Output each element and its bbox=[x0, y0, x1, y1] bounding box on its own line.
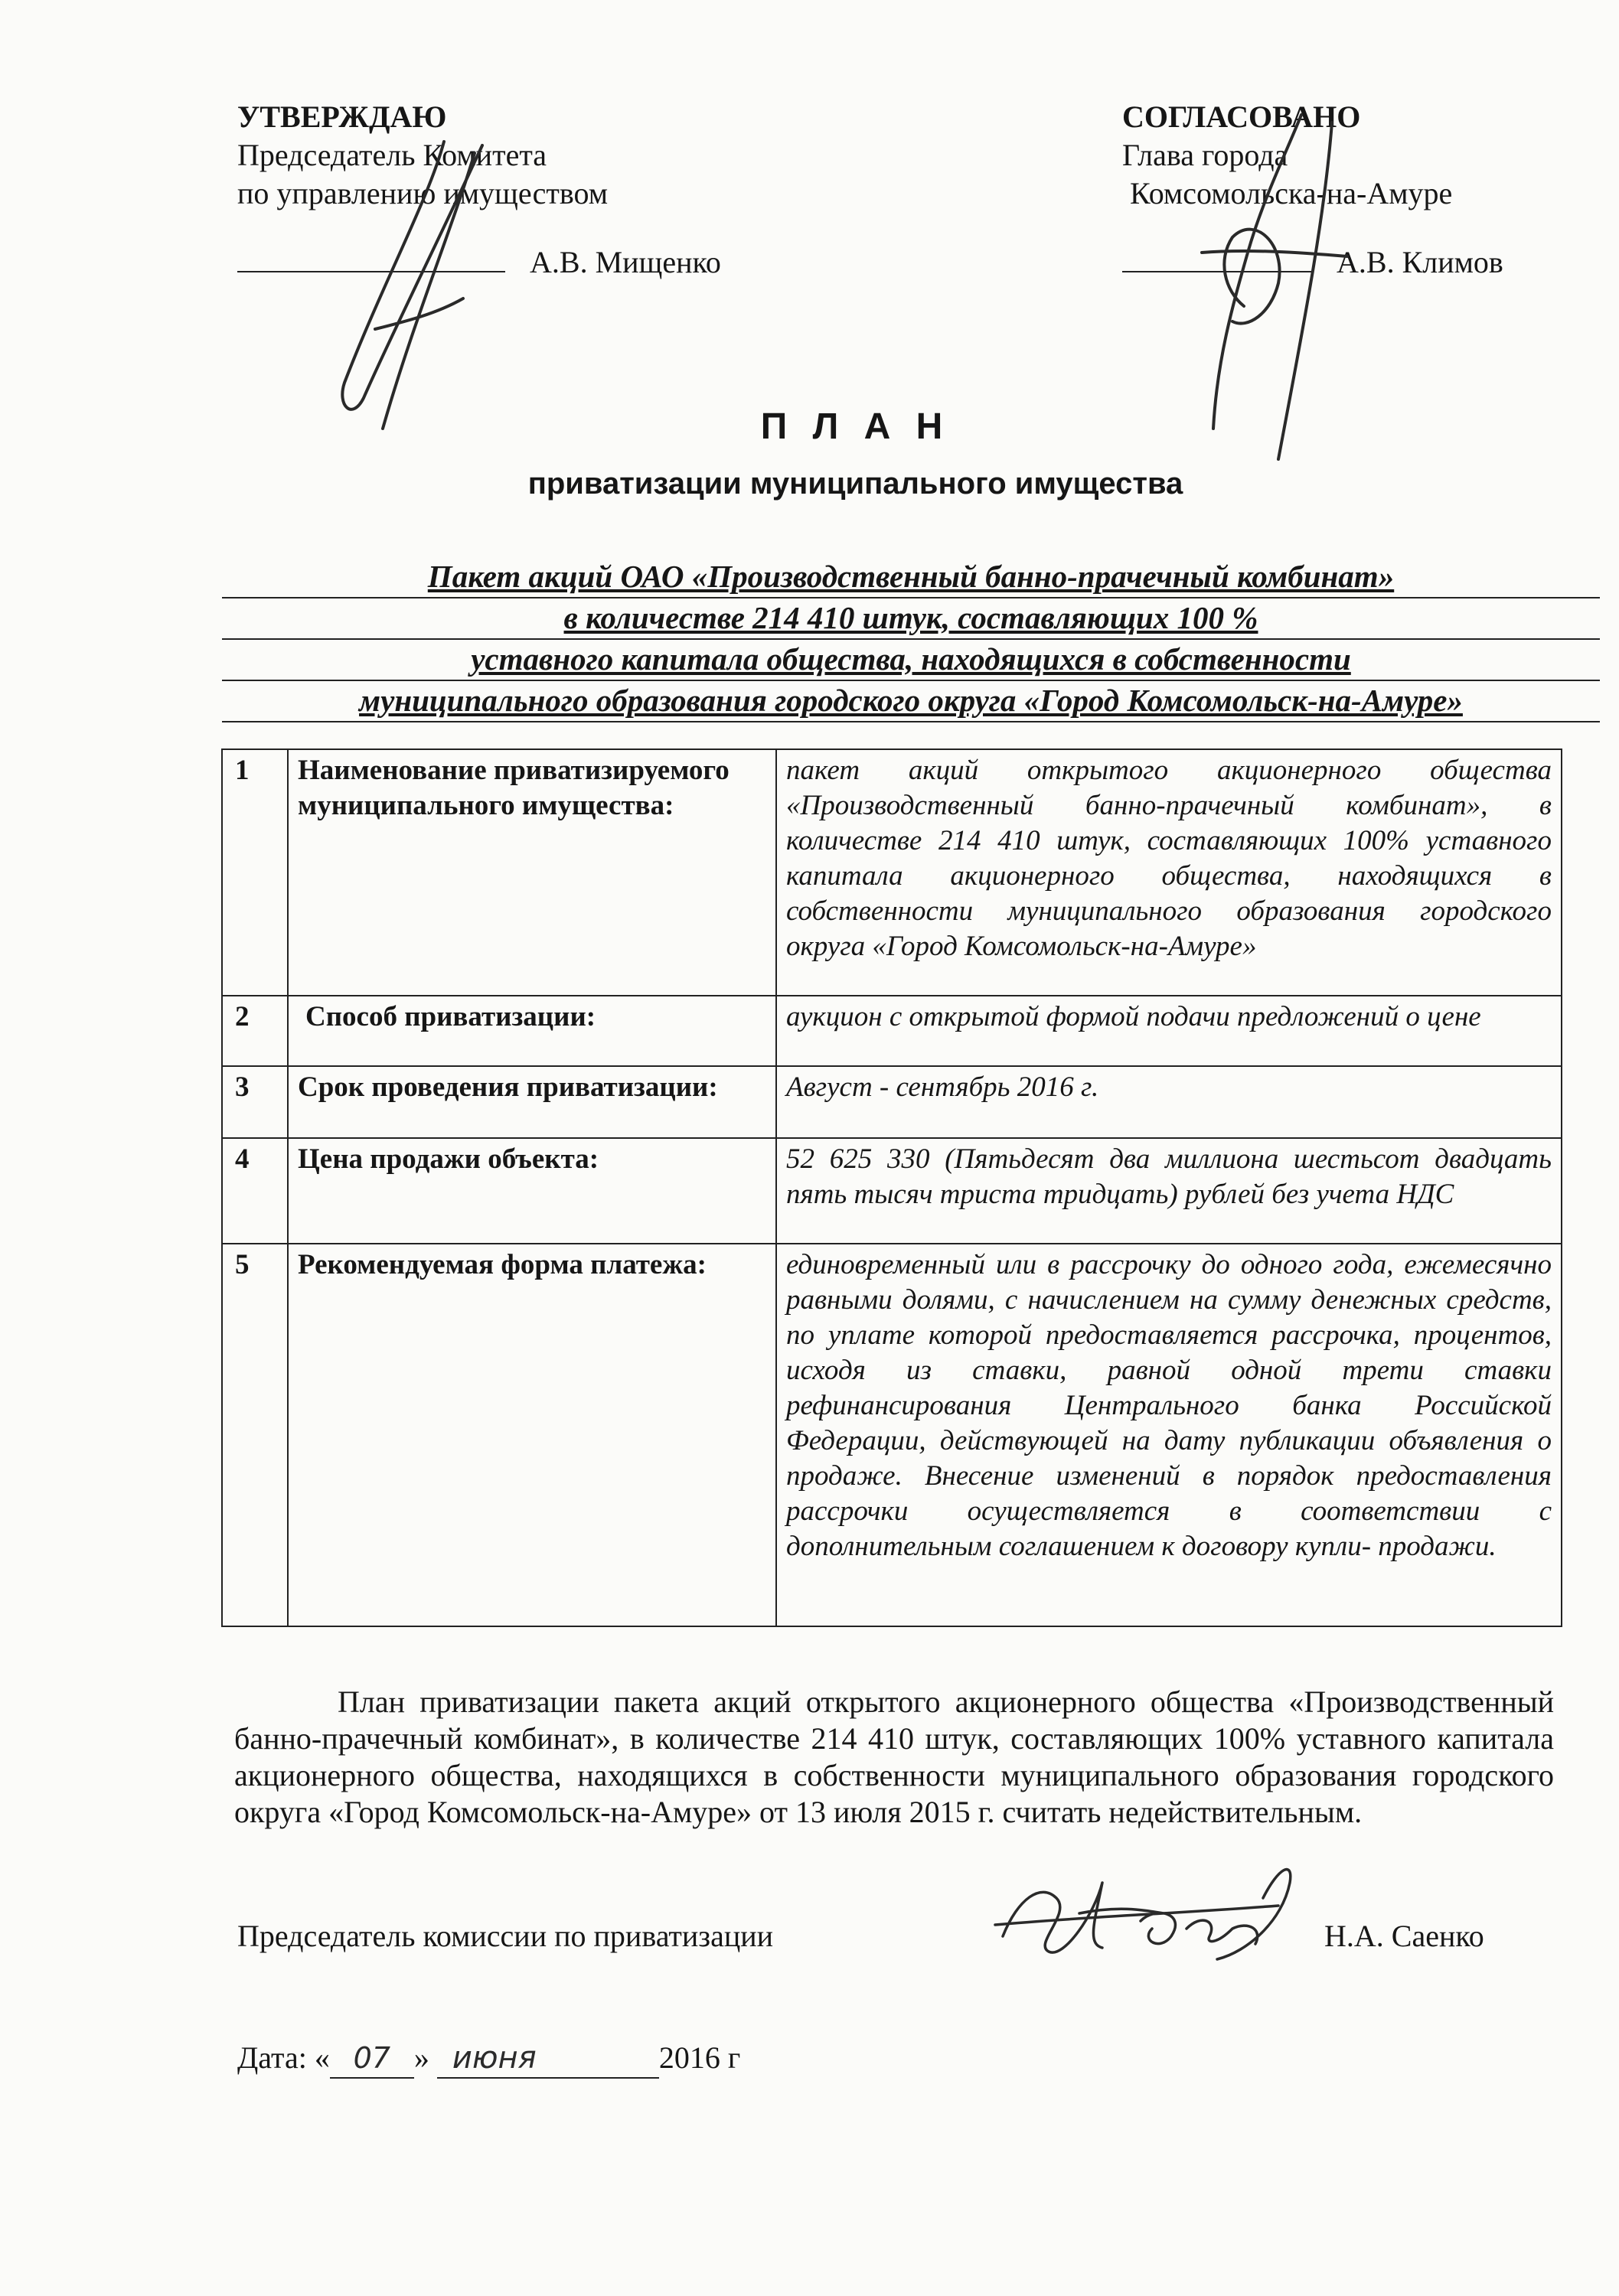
row-label: Срок проведения приватизации: bbox=[288, 1066, 776, 1138]
agree-position-line1: Глава города bbox=[1122, 138, 1288, 172]
row-number: 1 bbox=[222, 749, 288, 996]
approve-heading: УТВЕРЖДАЮ bbox=[237, 99, 447, 134]
table-row bbox=[222, 1138, 1562, 1244]
subject-line-1 bbox=[222, 556, 1600, 598]
date-year: 2016 г bbox=[658, 2040, 741, 2075]
plan-table bbox=[221, 748, 1562, 1627]
agree-heading: СОГЛАСОВАНО bbox=[1122, 99, 1361, 134]
row-value: пакет акций открытого акционерного общества «Производственный банно-прачечный комбинат», в количестве 214 410 штук, составляющих 100% уставного капитала акционерного общества, находящихся в собственности муниципального образования городского округа «Город Комсомольск-на-Амуре» bbox=[776, 749, 1562, 996]
row-number: 3 bbox=[222, 1066, 288, 1138]
agree-position-line2: Комсомольска-на-Амуре bbox=[1130, 176, 1453, 210]
row-value: Август - сентябрь 2016 г. bbox=[776, 1066, 1562, 1138]
subject-text: муниципального образования городского округа «Город Комсомольск-на-Амуре» bbox=[359, 683, 1463, 718]
subject-text: Пакет акций ОАО «Производственный банно-прачечный комбинат» bbox=[427, 559, 1395, 594]
row-number: 4 bbox=[222, 1138, 288, 1244]
date-line bbox=[237, 2039, 740, 2079]
date-day: 07 bbox=[330, 2039, 414, 2079]
commission-label: Председатель комиссии по приватизации bbox=[237, 1919, 774, 1953]
row-label: Наименование приватизируемого муниципального имущества: bbox=[288, 749, 776, 996]
table-row bbox=[222, 1244, 1562, 1626]
row-label: Способ приватизации: bbox=[288, 996, 776, 1066]
approve-position-line2: по управлению имуществом bbox=[237, 176, 609, 210]
subject-text: в количестве 214 410 штук, составляющих 100 % bbox=[563, 600, 1258, 635]
row-label: Рекомендуемая форма платежа: bbox=[288, 1244, 776, 1626]
table-row bbox=[222, 749, 1562, 996]
page-subtitle: приватизации муниципального имущества bbox=[527, 467, 1183, 501]
row-number: 2 bbox=[222, 996, 288, 1066]
subject-line-2 bbox=[222, 597, 1600, 640]
row-label: Цена продажи объекта: bbox=[288, 1138, 776, 1244]
subject-text: уставного капитала общества, находящихся в собственности bbox=[471, 641, 1351, 677]
row-value: аукцион с открытой формой подачи предложений о цене bbox=[776, 996, 1562, 1066]
table-row bbox=[222, 1066, 1562, 1138]
date-prefix: Дата: bbox=[237, 2040, 307, 2075]
date-close-quote: » bbox=[413, 2040, 429, 2075]
subject-line-3 bbox=[222, 638, 1600, 681]
row-value: 52 625 330 (Пятьдесят два миллиона шестьсот двадцать пять тысяч триста тридцать) рублей без учета НДС bbox=[776, 1138, 1562, 1244]
date-open-quote: « bbox=[314, 2040, 330, 2075]
row-value: единовременный или в рассрочку до одного года, ежемесячно равными долями, с начислением на сумму денежных средств, по уплате которой предоставляется рассрочка, процентов, исходя из ставки, равной одной трети ставки рефинансирования Центрального банка Российской Федерации, действующей на дату публикации объявления о продаже. Внесение изменений в порядок предоставления рассрочки осуществляется в соответствии с дополнительным соглашением к договору купли- продажи. bbox=[776, 1244, 1562, 1626]
approve-name: А.В. Мищенко bbox=[530, 245, 721, 279]
date-month: июня bbox=[437, 2039, 659, 2079]
approve-position-line1: Председатель Комитета bbox=[237, 138, 547, 172]
subject-line-4 bbox=[222, 680, 1600, 722]
commission-signature bbox=[987, 1852, 1309, 1975]
table-row bbox=[222, 996, 1562, 1066]
row-number: 5 bbox=[222, 1244, 288, 1626]
commission-name: Н.А. Саенко bbox=[1324, 1919, 1484, 1953]
agree-name: А.В. Климов bbox=[1337, 245, 1503, 279]
invalidation-paragraph: План приватизации пакета акций открытого акционерного общества «Производственный банно-прачечный комбинат», в количестве 214 410 штук, составляющих 100% уставного капитала акционерного общества, находящихся в собственности муниципального образования городского округа «Город Комсомольск-на-Амуре» от 13 июля 2015 г. считать недействительным. bbox=[234, 1684, 1554, 1829]
page-title: П Л А Н bbox=[760, 406, 951, 447]
